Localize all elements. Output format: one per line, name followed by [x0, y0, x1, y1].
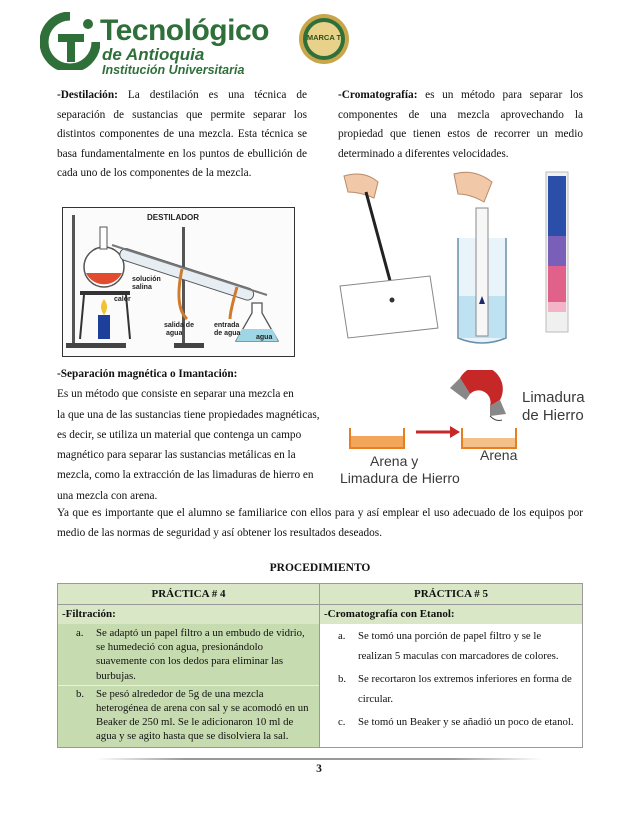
list-item	[58, 624, 319, 685]
logo-subtitle: de Antioquia	[102, 45, 205, 64]
page-number: 3	[316, 763, 322, 775]
separacion-section	[57, 364, 347, 506]
item-marker: b.	[338, 673, 347, 685]
item-text: Se tomó un Beaker y se añadió un poco de etanol.	[358, 716, 574, 728]
logo-title: Tecnológico	[100, 14, 269, 47]
closing-paragraph: Ya que es importante que el alumno se familiarice con ellos para y así emplear el uso adecuado de los equipos por medio de las normas de seguridad y así obtener los resultados deseados.	[57, 507, 583, 539]
list-item	[320, 712, 582, 732]
destilador-diagram	[62, 207, 295, 357]
cromatografia-paragraph	[338, 86, 583, 164]
item-marker: b.	[76, 687, 85, 700]
item-text: Se tomó una porción de papel filtro y se le realizan 5 maculas con marcadores de colores.	[358, 630, 559, 662]
item-text: Se recortaron los extremos inferiores en forma de circular.	[358, 673, 572, 705]
practica-4-cell	[58, 605, 320, 748]
separacion-title: -Separación magnética o Imantación:	[57, 368, 238, 380]
label-solucion: solución	[132, 276, 161, 283]
col1-subheader: -Filtración:	[58, 605, 319, 624]
item-marker: c.	[338, 716, 346, 728]
label-limadura-1: Limadura	[522, 389, 585, 406]
practica-5-list	[320, 624, 582, 732]
label-salida-2: agua	[166, 330, 183, 337]
item-text: Se adaptó un papel filtro a un embudo de vidrio, se humedeció con agua, presionándolo suavemente con los dedos para eliminar las burbujas.	[96, 627, 305, 682]
label-entrada-1: entrada	[214, 322, 240, 329]
separacion-line-6: una mezcla con arena.	[57, 489, 158, 502]
procedimiento-heading: PROCEDIMIENTO	[269, 562, 371, 574]
label-limadura-de-hierro: Limadura de Hierro	[340, 470, 460, 486]
label-arena: Arena	[480, 447, 518, 463]
label-calor: calor	[114, 296, 131, 303]
marca-t-seal	[298, 12, 350, 66]
label-limadura-2: de Hierro	[522, 407, 584, 424]
cromatografia-title: -Cromatografía:	[338, 89, 418, 101]
label-arena-y: Arena y	[370, 453, 419, 469]
destilacion-paragraph	[57, 86, 307, 184]
col1-header: PRÁCTICA # 4	[58, 584, 320, 605]
procedimiento-table	[57, 583, 583, 748]
item-marker: a.	[76, 627, 84, 639]
separacion-line-2: la que una de las sustancias tiene propiedades magnéticas,	[57, 408, 320, 421]
label-entrada-2: de agua	[214, 330, 241, 337]
label-salina: salina	[132, 284, 152, 291]
imantacion-illustration	[340, 370, 590, 490]
item-marker: a.	[338, 630, 346, 642]
item-text: Se pesó alrededor de 5g de una mezcla heterogénea de arena con sal y se acomodó en un Beaker de 250 ml. Se le adicionaron 10 ml de agua y se agito hasta que se disolviera la sal.	[96, 687, 309, 743]
destilacion-title: -Destilación:	[57, 89, 118, 101]
list-item	[320, 626, 582, 669]
col2-header: PRÁCTICA # 5	[320, 584, 583, 605]
practica-4-list	[58, 624, 319, 747]
footer-divider	[96, 758, 542, 760]
label-agua: agua	[256, 334, 273, 341]
separacion-line-1: Es un método que consiste en separar una mezcla en	[57, 388, 294, 401]
label-salida-1: salida de	[164, 322, 194, 329]
separacion-line-4: magnético para separar las sustancias metálicas en la	[57, 449, 296, 462]
cromatografia-illustration	[334, 168, 586, 354]
list-item	[58, 685, 319, 747]
separacion-line-3: es decir, se utiliza un material que contenga un campo	[57, 428, 302, 441]
institution-logo	[40, 12, 270, 77]
destilacion-text: La destilación es una técnica de separación de sustancias que permite separar los distintos componentes de una mezcla. Esta técnica se basa fundamentalmente en los puntos de ebullición de cada uno de los componentes de la mezcla.	[57, 89, 307, 179]
logo-institution: Institución Universitaria	[102, 63, 245, 77]
seal-text: MARCA T	[306, 33, 342, 42]
destilador-title: DESTILADOR	[147, 213, 199, 222]
col2-subheader: -Cromatografía con Etanol:	[320, 605, 582, 624]
practica-5-cell	[320, 605, 583, 748]
separacion-line-5: mezcla, como la extracción de las limaduras de hierro en	[57, 469, 314, 482]
logo-emblem-icon	[40, 12, 100, 70]
cromatografia-text: es un método para separar los componentes de una mezcla aprovechando la propiedad que tienen estos de recorrer un medio determinado a diferentes velocidades.	[338, 89, 584, 160]
list-item	[320, 669, 582, 712]
